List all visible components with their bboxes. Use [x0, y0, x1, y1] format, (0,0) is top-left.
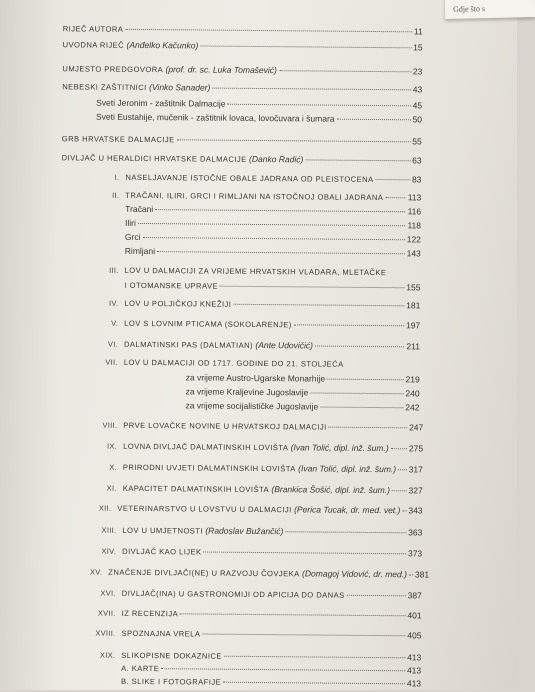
toc-subentry: za vrijeme socijalističke Jugoslavije 242 [185, 400, 420, 413]
toc-chapter: IX. LOVNA DIVLJAČ DALMATINSKIH LOVIŠTA (Ivan Tolić, dipl. inž. šum.) 275 [106, 441, 424, 454]
toc-chapter: V. LOV S LOVNIM PTICAMA (SOKOLARENJE) 197 [111, 318, 421, 331]
toc-chapter: XVIII. SPOZNAJNA VRELA 405 [95, 628, 422, 641]
toc-entry: RIJEČ AUTORA 11 [62, 24, 423, 37]
toc-subentry: Sveti Jeronim - zaštitnik Dalmacije 45 [96, 97, 423, 111]
toc-entry: DIVLJAČ U HERALDICI HRVATSKE DALMACIJE (Danko Radić) 63 [61, 153, 422, 166]
toc-chapter: XV. ZNAČENJE DIVLJAČI(NE) U RAZVOJU ČOVJEKA (Domagoj Vidović, dr. med.) 381 [89, 567, 430, 580]
toc-subentry: za vrijeme Austro-Ugarske Monarhije 219 [185, 372, 420, 385]
toc-subentry: B. SLIKE I FOTOGRAFIJE 413 [121, 676, 422, 689]
toc-subentry: Tračani 116 [125, 203, 422, 217]
toc-chapter: I. NASELJAVANJE ISTOČNE OBALE JADRANA OD PLEISTOCENA 83 [114, 172, 422, 185]
toc-entry: GRB HRVATSKE DALMACIJE 55 [61, 134, 422, 147]
toc-chapter: XI. KAPACITET DALMATINSKIH LOVIŠTA (Brankica Šošić, dipl. inž. šum.) 327 [106, 483, 423, 496]
toc-subentry: I OTOMANSKE UPRAVE 155 [124, 280, 421, 293]
toc-chapter: XIX. SLIKOPISNE DOKAZNICE 413 [99, 650, 422, 663]
toc-chapter: XVI. DIVLJAČ(INA) U GASTRONOMIJI OD APICIJA DO DANAS 387 [100, 588, 422, 601]
toc-chapter: IV. LOV U POLJIČKOJ KNEŽIJI 181 [108, 298, 421, 311]
toc-subentry: Grci 122 [124, 231, 421, 245]
toc-chapter: III. LOV U DALMACIJI ZA VRIJEME HRVATSKIH VLADARA, MLETAČKE [109, 265, 387, 278]
toc-chapter: XIV. DIVLJAČ KAO LIJEK 373 [101, 546, 423, 559]
toc-chapter: XIII. LOV U UMJETNOSTI (Radoslav Bužančić) 363 [101, 525, 423, 538]
toc-chapter: VIII. PRVE LOVAČKE NOVINE U HRVATSKOJ DALMACIJI 247 [102, 420, 424, 433]
running-head: Gdje što s [452, 4, 486, 14]
toc-chapter: XII. VETERINARSTVO U LOVSTVU U DALMACIJI (Perica Tucak, dr. med. vet.) 343 [98, 503, 423, 516]
toc-chapter: VI. DALMATINSKI PAS (DALMATIAN) (Ante Udovičić) 211 [107, 339, 421, 352]
toc-entry: UMJESTO PREDGOVORA (prof. dr. sc. Luka Tomašević) 23 [62, 64, 423, 77]
toc-chapter: XVII. IZ RECENZIJA 401 [97, 608, 422, 621]
toc-entry: NEBESKI ZAŠTITNICI (Vinko Sanader) 43 [62, 82, 423, 95]
toc-subentry: Iliri 118 [125, 217, 422, 231]
toc-entry: UVODNA RIJEČ (Anđelko Kačunko) 15 [62, 39, 423, 53]
toc-chapter: X. PRIRODNI UVJETI DALMATINSKIH LOVIŠTA (Ivan Tolić, dipl. inž. šum.) 317 [109, 462, 423, 475]
toc-chapter: VII. LOV U DALMACIJI OD 1717. GODINE DO 21. STOLJEĆA [105, 357, 344, 369]
toc-subentry: Rimljani 143 [124, 245, 421, 259]
toc-subentry: A. KARTE 413 [121, 663, 422, 676]
toc-subentry: za vrijeme Kraljevine Jugoslavije 240 [185, 386, 420, 399]
toc-subentry: Sveti Eustahije, mučenik - zaštitnik lovaca, lovočuvara i šumara 50 [95, 111, 423, 125]
toc-chapter: II. TRAČANI, ILIRI, GRCI I RIMLJANI NA ISTOČNOJ OBALI JADRANA 113 [112, 190, 422, 203]
